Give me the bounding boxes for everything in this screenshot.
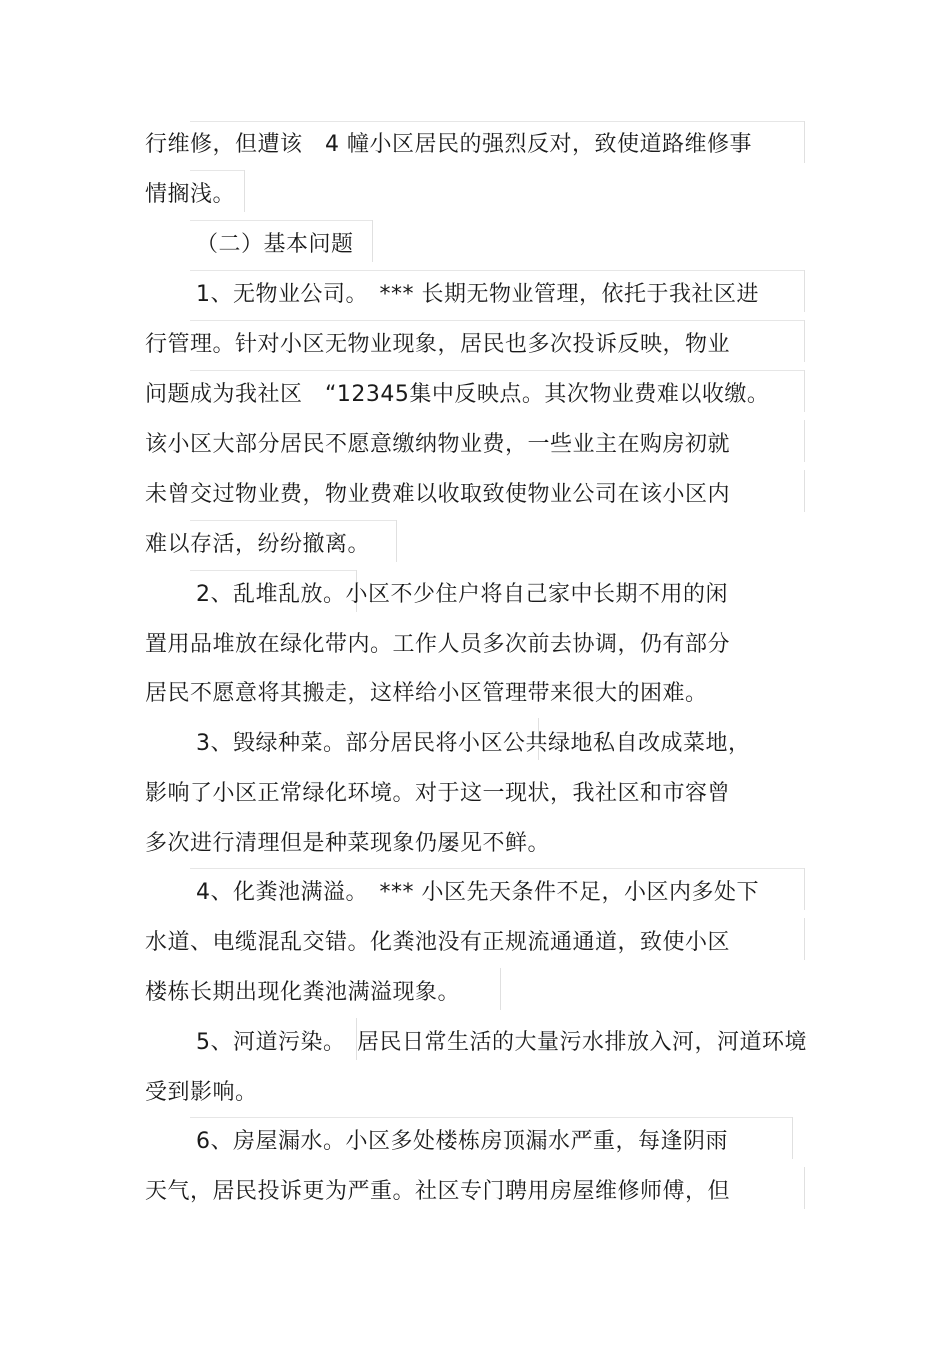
rule (804, 370, 805, 412)
rule (804, 470, 805, 512)
text-line: 2、乱堆乱放。小区不少住户将自己家中长期不用的闲 (196, 582, 728, 607)
text-line: 水道、电缆混乱交错。化粪池没有正规流通通道，致使小区 (145, 930, 731, 955)
text-line: 行维修，但遭该 4 幢小区居民的强烈反对，致使道路维修事 (145, 132, 752, 157)
rule (792, 1117, 793, 1159)
rule (190, 570, 356, 571)
rule (500, 968, 501, 1010)
text-line: 该小区大部分居民不愿意缴纳物业费，一些业主在购房初就 (145, 432, 731, 457)
section-heading: （二）基本问题 (196, 232, 354, 257)
rule (372, 220, 373, 262)
rule (804, 918, 805, 960)
rule (396, 520, 397, 562)
text-line: 天气，居民投诉更为严重。社区专门聘用房屋维修师傅，但 (145, 1179, 731, 1204)
text-line: 3、毁绿种菜。部分居民将小区公共绿地私自改成菜地， (196, 731, 751, 756)
text-line: 置用品堆放在绿化带内。工作人员多次前去协调，仍有部分 (145, 632, 731, 657)
rule (190, 220, 372, 221)
text-line: 多次进行清理但是种菜现象仍屡见不鲜。 (145, 831, 551, 856)
text-line: 行管理。针对小区无物业现象，居民也多次投诉反映，物业 (145, 332, 731, 357)
text-line: 6、房屋漏水。小区多处楼栋房顶漏水严重，每逢阴雨 (196, 1129, 728, 1154)
rule (804, 1167, 805, 1209)
rule (190, 520, 396, 521)
text-line: 5、河道污染。 居民日常生活的大量污水排放入河，河道环境 (196, 1030, 807, 1055)
rule (804, 270, 805, 312)
rule (244, 170, 245, 212)
rule (190, 170, 244, 171)
rule (190, 121, 804, 122)
rule (804, 320, 805, 362)
rule (190, 1117, 792, 1118)
rule (190, 320, 804, 321)
rule (190, 270, 804, 271)
text-line: 未曾交过物业费，物业费难以收取致使物业公司在该小区内 (145, 482, 731, 507)
text-line: 问题成为我社区 “12345集中反映点。其次物业费难以收缴。 (145, 382, 770, 407)
text-line: 情搁浅。 (145, 182, 236, 207)
text-line: 难以存活，纷纷撤离。 (145, 532, 371, 557)
rule (804, 868, 805, 910)
rule (804, 121, 805, 163)
text-line: 居民不愿意将其搬走，这样给小区管理带来很大的困难。 (145, 681, 708, 706)
text-line: 1、无物业公司。 *** 长期无物业管理，依托于我社区进 (196, 282, 759, 307)
rule (190, 370, 804, 371)
rule (804, 420, 805, 462)
text-line: 楼栋长期出现化粪池满溢现象。 (145, 980, 461, 1005)
text-line: 影响了小区正常绿化环境。对于这一现状，我社区和市容曾 (145, 781, 731, 806)
text-line: 4、化粪池满溢。 *** 小区先天条件不足，小区内多处下 (196, 880, 759, 905)
rule (190, 868, 804, 869)
text-line: 受到影响。 (145, 1080, 258, 1105)
